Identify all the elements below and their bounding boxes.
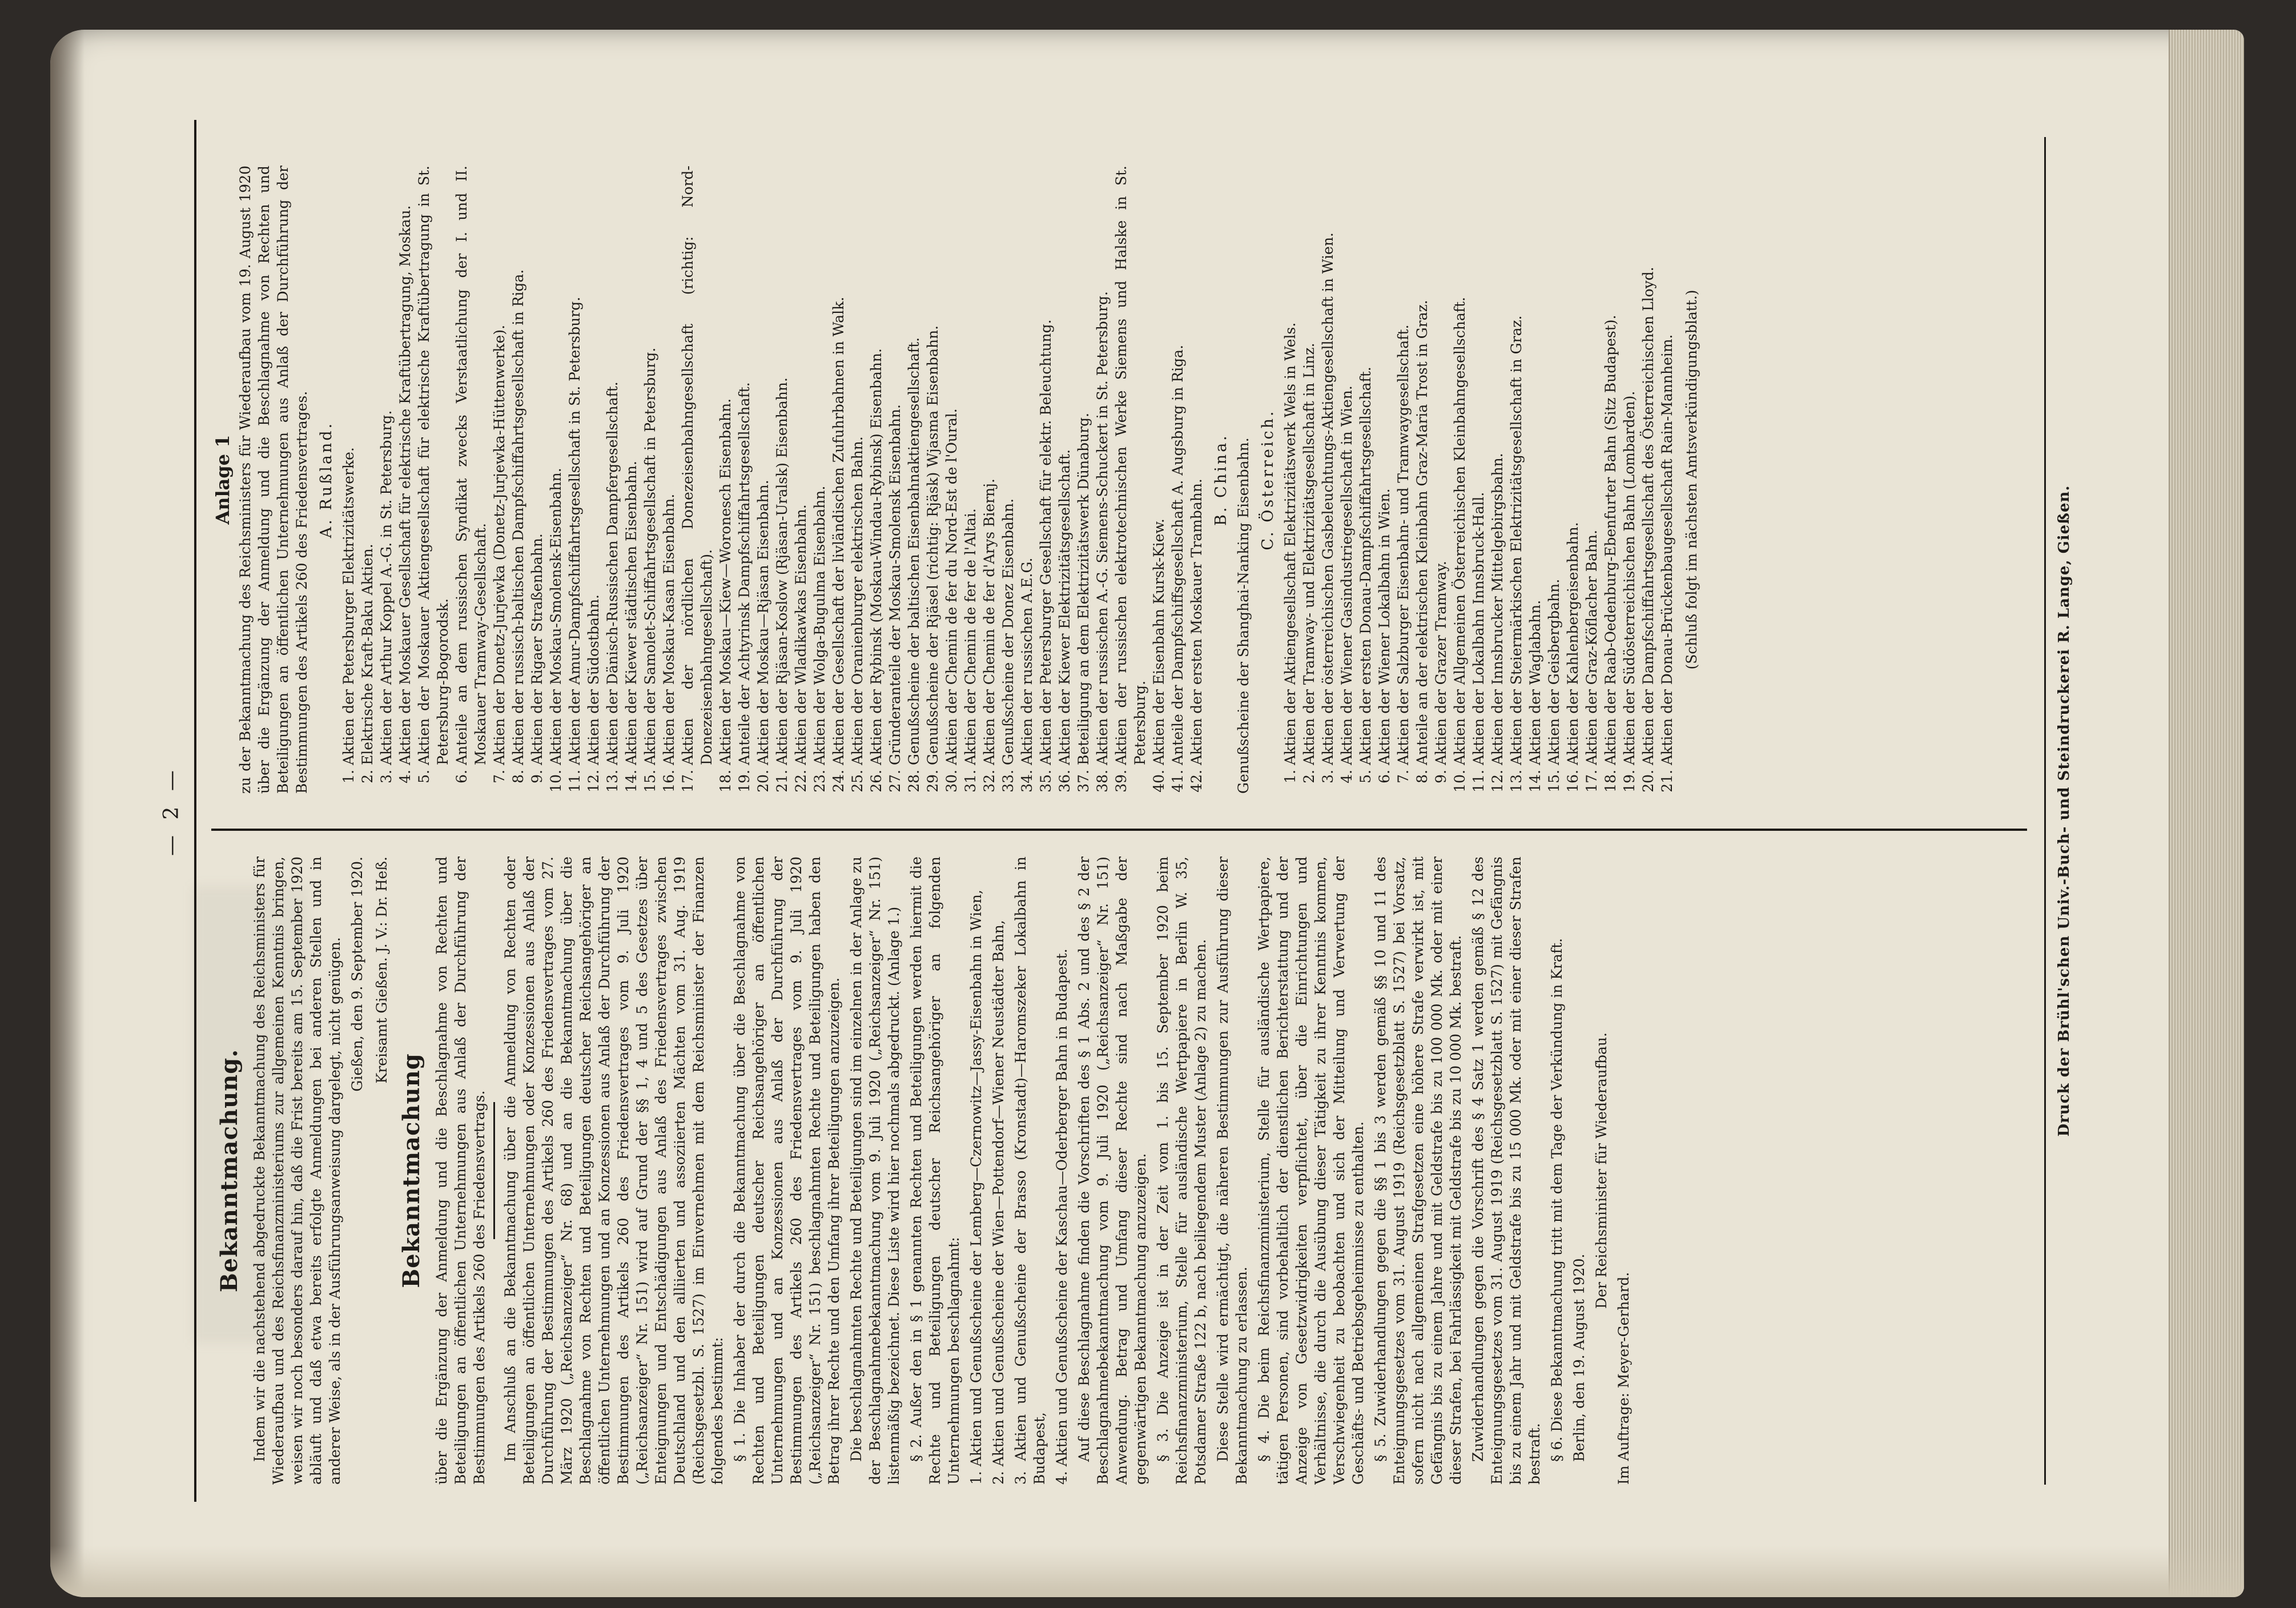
company-list-item: 35. Aktien der Petersburger Gesellschaft für elektr. Beleuchtung. <box>1036 166 1055 765</box>
closing-date: Berlin, den 19. August 1920. <box>1571 1253 1587 1462</box>
book-spine-shadow <box>50 30 85 1597</box>
heading-bekanntmachung-1: Bekanntmachung. <box>216 1048 243 1293</box>
continuation-note: (Schluß folgt im nächsten Amtsverkündigungsblatt.) <box>1683 290 1700 670</box>
company-list-item: 27. Gründeranteile der Moskau-Smolensk Eisenbahn. <box>886 166 904 765</box>
company-list-item: 14. Aktien der Waglabahn. <box>1526 166 1545 765</box>
company-list-item: 4. Aktien der Moskauer Gesellschaft für elektrische Kraftübertragung, Moskau. <box>396 166 415 765</box>
page-stack-edge <box>2169 30 2244 1597</box>
signature-office: Kreisamt Gießen. J. V.: Dr. Heß. <box>373 857 390 1084</box>
company-list-item: 1. Aktien der Aktiengesellschaft Elektrizitätswerk Wels in Wels. <box>1281 166 1300 765</box>
company-list-item: 37. Beteiligung an dem Elektrizitätswerk Dünaburg. <box>1074 166 1093 765</box>
company-list-item: 11. Aktien der Amur-Dampfschiffahrtsgesellschaft in St. Petersburg. <box>565 166 584 765</box>
company-list-item: 18. Aktien der Raab-Oedenburg-Ebenfurter Bahn (Sitz Budapest). <box>1601 166 1620 765</box>
company-list-item: 8. Anteile an der elektrischen Kleinbahn Graz-Maria Trost in Graz. <box>1413 166 1432 765</box>
company-list-item: 9. Aktien der Rigaer Straßenbahn. <box>528 166 546 765</box>
body-paragraph: § 4. Die beim Reichsfinanzministerium, Stelle für ausländische Wertpapiere, tätigen Personen, sind vorbehaltlich der dienstlichen Berichterstattung und der Anzeige von Gesetzwidrigkeiten verpflichtet, über die Einrichtungen und Verhältnisse, die durch die Ausübung dieser Tätigkeit zu ihrer Kenntnis kommen, Verschwiegenheit zu beobachten und sich der Mitteilung und Verwertung der Geschäfts- und Betriebsgeheimnisse zu enthalten. <box>1256 857 1366 1485</box>
company-list-item: 5. Aktien der Moskauer Aktiengesellschaft für elektrische Kraftübertragung in St. Petersburg-Bogorodsk. <box>415 166 452 765</box>
company-list-item: 15. Aktien der Geisbergbahn. <box>1545 166 1563 765</box>
body-paragraph: § 3. Die Anzeige ist in der Zeit vom 1. bis 15. September 1920 beim Reichsfinanzministerium, Stelle für ausländische Wertpapiere in Berlin W. 35, Potsdamer Straße 122 b, nach beiliegendem Muster (Anlage 2) zu machen. <box>1155 857 1209 1485</box>
closing-signature: Im Auftrage: Meyer-Gerhard. <box>1615 1272 1632 1485</box>
company-list-item: 22. Aktien der Wladikawkas Eisenbahn. <box>791 166 810 765</box>
china-note: Genußscheine der Shanghai-Nanking Eisenbahn. <box>1235 437 1252 794</box>
company-list-item: 2. Aktien der Tramway- und Elektrizitätsgesellschaft in Linz. <box>1300 166 1318 765</box>
section-title-china: B. China. <box>1212 433 1230 526</box>
heading-bekanntmachung-2: Bekanntmachung <box>398 1053 425 1288</box>
company-list-item: 3. Aktien der Arthur Koppel A.-G. in St. Petersburg. <box>377 166 396 765</box>
company-list-item: 8. Aktien der russisch-baltischen Dampfschiffahrtsgesellschaft in Riga. <box>509 166 528 765</box>
anlage-intro: zu der Bekanntmachung des Reichsministers für Wiederaufbau vom 19. August 1920 über die Ergänzung der Anmeldung und die Beschlagnahme von Rechten und Beteiligungen an öffentlichen Unternehmungen aus Anlaß der Durchführung der Bestimmungen des Artikels 260 des Friedensvertrages. <box>237 166 310 794</box>
column-divider <box>211 829 2027 831</box>
company-list-item: 17. Aktien der Graz-Köflacher Bahn. <box>1582 166 1601 765</box>
intro-paragraph: Indem wir die nachstehend abgedruckte Bekanntmachung des Reichsministers für Wiederaufbau und des Reichsfinanzministeriums zur allgemeinen Kenntnis bringen, weisen wir noch besonders darauf hin, daß die Frist bereits am 15. September 1920 abläuft und daß etwa bereits erfolgte Anmeldungen bei anderen Stellen und in anderer Weise, als in der Ausführungsanweisung dargelegt, nicht genügen. <box>251 857 343 1485</box>
company-list-russland <box>339 166 1206 794</box>
company-list-item: 36. Aktien der Kiewer Elektrizitätsgesellschaft. <box>1055 166 1074 765</box>
company-list-item: 31. Aktien der Chemin de fer de l'Altai. <box>961 166 980 765</box>
company-list-item: 24. Aktien der Gesellschaft der livländischen Zufuhrbahnen in Walk. <box>829 166 848 765</box>
company-list-item: 33. Genußscheine der Donez Eisenbahn. <box>999 166 1018 765</box>
company-list-item: 5. Aktien der ersten Donau-Dampfschiffahrtsgesellschaft. <box>1356 166 1375 765</box>
company-list-item: 19. Aktien der Südösterreichischen Bahn (Lombarden). <box>1620 166 1639 765</box>
company-list-item: 12. Aktien der Südostbahn. <box>584 166 603 765</box>
footer-rule <box>2044 137 2046 1485</box>
company-list-item: 39. Aktien der russischen elektrotechnischen Werke Siemens und Halske in St. Petersburg. <box>1112 166 1149 765</box>
company-list-item: 10. Aktien der Allgemeinen Österreichischen Kleinbahngesellschaft. <box>1450 166 1469 765</box>
company-list-oesterreich <box>1281 166 1676 794</box>
subtitle-paragraph: über die Ergänzung der Anmeldung und die Beschlagnahme von Rechten und Beteiligungen an öffentlichen Unternehmungen aus Anlaß der Durchführung der Bestimmungen des Artikels 260 des Friedensvertrags. <box>433 857 488 1485</box>
section-title-oesterreich: C. Österreich. <box>1259 409 1277 550</box>
company-list-item: 21. Aktien der Rjäsan-Koslow (Rjäsan-Uralsk) Eisenbahn. <box>773 166 791 765</box>
company-list-item: 11. Aktien der Lokalbahn Innsbruck-Hall. <box>1469 166 1488 765</box>
company-list-item: 1. Aktien der Petersburger Elektrizitätswerke. <box>339 166 358 765</box>
numbered-item: 4. Aktien und Genußscheine der Kaschau—Oderberger Bahn in Budapest. <box>1053 948 1070 1485</box>
body-paragraph: § 2. Außer den in § 1 genannten Rechten und Beteiligungen werden hiermit die Rechte und Beteiligungen deutscher Reichsangehöriger an folgenden Unternehmungen beschlagnahmt: <box>908 857 962 1485</box>
company-list-item: 32. Aktien der Chemin de fer d'Arys Biernj. <box>980 166 999 765</box>
company-list-item: 29. Genußscheine der Rjäsel (richtig: Rjäsk) Wjasma Eisenbahn. <box>923 166 942 765</box>
company-list-item: 16. Aktien der Moskau-Kasan Eisenbahn. <box>660 166 678 765</box>
company-list-item: 16. Aktien der Kahlenbergeisenbahn. <box>1563 166 1582 765</box>
top-rule <box>194 120 196 1502</box>
company-list-item: 38. Aktien der russischen A.-G. Siemens-Schuckert in St. Petersburg. <box>1093 166 1112 765</box>
page-bottom-shadow <box>50 1546 2244 1597</box>
body-paragraph: Diese Stelle wird ermächtigt, die näheren Bestimmungen zur Ausführung dieser Bekanntmachung zu erlassen. <box>1215 857 1250 1485</box>
company-list-item: 2. Elektrische Kraft-Baku Aktien. <box>358 166 377 765</box>
numbered-item: 3. Aktien und Genußscheine der Brasso (Kronstadt)—Haromszeker Lokalbahn in Budapest, <box>1012 857 1048 1485</box>
company-list-item: 25. Aktien der Oranienburger elektrischen Bahn. <box>848 166 867 765</box>
company-list-item: 13. Aktien der Dänisch-Russischen Dampfergesellschaft. <box>603 166 622 765</box>
numbered-item: 2. Aktien und Genußscheine der Wien—Pottendorf—Wiener Neustädter Bahn, <box>990 920 1007 1485</box>
company-list-item: 3. Aktien der österreichischen Gasbeleuchtungs-Aktiengesellschaft in Wien. <box>1318 166 1337 765</box>
body-paragraph: Zuwiderhandlungen gegen die Vorschrift des § 4 Satz 1 werden gemäß § 12 des Enteignungsgesetzes vom 31. August 1919 (Reichsgesetzblatt S. 1527) mit Gefängnis bis zu einem Jahr und mit Geldstrafe bis zu 15 000 Mk. oder mit einer dieser Strafen bestraft. <box>1470 857 1543 1485</box>
company-list-item: 26. Aktien der Rybinsk (Moskau-Windau-Rybinsk) Eisenbahn. <box>867 166 886 765</box>
rotated-text-plate <box>143 69 2141 1553</box>
section-title-russland: A. Rußland. <box>317 421 335 538</box>
right-column <box>211 166 2027 794</box>
company-list-item: 17. Aktien der nördlichen Donezeisenbahngesellschaft (richtig: Nord-Donezeisenbahngesellschaft). <box>678 166 716 765</box>
company-list-item: 4. Aktien der Wiener Gasindustriegesellschaft in Wien. <box>1337 166 1356 765</box>
signature-date: Gießen, den 9. September 1920. <box>349 857 365 1092</box>
company-list-item: 6. Aktien der Wiener Lokalbahn in Wien. <box>1375 166 1394 765</box>
company-list-item: 42. Aktien der ersten Moskauer Trambahn. <box>1187 166 1206 765</box>
company-list-item: 20. Aktien der Dampfschiffahrtsgesellschaft des Österreichischen Lloyd. <box>1639 166 1658 765</box>
left-column <box>211 857 2027 1485</box>
heading-anlage: Anlage 1 <box>212 435 234 525</box>
company-list-item: 10. Aktien der Moskau-Smolensk-Eisenbahn. <box>546 166 565 765</box>
company-list-item: 7. Aktien der Salzburger Eisenbahn- und Tramwaygesellschaft. <box>1394 166 1413 765</box>
company-list-item: 13. Aktien der Steiermärkischen Elektrizitätsgesellschaft in Graz. <box>1507 166 1526 765</box>
company-list-item: 9. Aktien der Grazer Tramway. <box>1432 166 1450 765</box>
company-list-item: 30. Aktien der Chemin de fer du Nord-Est de l'Oural. <box>942 166 961 765</box>
company-list-item: 7. Aktien der Donetz-Jurjewka (Donetz-Jurjewka-Hüttenwerke). <box>490 166 509 765</box>
section-divider <box>493 1102 495 1239</box>
page-number: — 2 — <box>160 766 183 856</box>
body-paragraph: § 1. Die Inhaber der durch die Bekanntmachung über die Beschlagnahme von Rechten und Beteiligungen deutscher Reichsangehöriger an öffentlichen Unternehmungen und an Konzessionen aus Anlaß der Durchführung der Bestimmungen des Artikels 260 des Friedensvertrages vom 9. Juli 1920 („Reichsanzeiger“ Nr. 151) beschlagnahmten Rechte und Beteiligungen haben den Betrag ihrer Rechte und den Umfang ihrer Beteiligungen anzuzeigen. <box>731 857 842 1485</box>
company-list-item: 41. Anteile der Dampfschiffsgesellschaft A. Augsburg in Riga. <box>1168 166 1187 765</box>
closing-minister: Der Reichsminister für Wiederaufbau. <box>1593 1032 1610 1309</box>
company-list-item: 15. Aktien der Samolet-Schiffahrtsgesellschaft in Petersburg. <box>641 166 660 765</box>
company-list-item: 34. Aktien der russischen A.E.G. <box>1018 166 1036 765</box>
company-list-item: 28. Genußscheine der baltischen Eisenbahnaktiengesellschaft. <box>904 166 923 765</box>
body-paragraph: Im Anschluß an die Bekanntmachung über die Anmeldung von Rechten oder Beteiligungen an öffentlichen Unternehmungen oder Konzessionen aus Anlaß der Durchführung der Bestimmungen des Artikels 260 des Friedensvertrages vom 27. März 1920 („Reichsanzeiger“ Nr. 68) und an die Bekanntmachung über die Beschlagnahme von Rechten und Beteiligungen deutscher Reichsangehöriger an öffentlichen Unternehmungen und an Konzessionen aus Anlaß der Durchführung der Bestimmungen des Artikels 260 des Friedensvertrages vom 9. Juli 1920 („Reichsanzeiger“ Nr. 151) wird auf Grund der §§ 1, 4 und 5 des Gesetzes über Enteignungen und Entschädigungen aus Anlaß des Friedensvertrages zwischen Deutschland und den alliierten und assoziierten Mächten vom 31. Aug. 1919 (Reichsgesetzbl. S. 1527) im Einvernehmen mit dem Reichsminister der Finanzen folgendes bestimmt: <box>502 857 726 1485</box>
company-list-item: 18. Aktien der Moskau—Kiew—Woronesch Eisenbahn. <box>716 166 735 765</box>
body-paragraph: Auf diese Beschlagnahme finden die Vorschriften des § 1 Abs. 2 und des § 2 der Beschlagnahmebekanntmachung vom 9. Juli 1920 („Reichsanzeiger“ Nr. 151) Anwendung. Betrag und Umfang dieser Rechte sind nach Maßgabe der gegenwärtigen Bekanntmachung anzuzeigen. <box>1076 857 1149 1485</box>
company-list-item: 6. Anteile an dem russischen Syndikat zwecks Verstaatlichung der I. und II. Moskauer Tramway-Gesellschaft. <box>452 166 490 765</box>
body-paragraph: § 6. Diese Bekanntmachung tritt mit dem Tage der Verkündung in Kraft. <box>1549 938 1565 1462</box>
company-list-item: 12. Aktien der Innsbrucker Mittelgebirgsbahn. <box>1488 166 1507 765</box>
company-list-item: 19. Anteile der Achtyrinsk Dampfschiffahrtsgesellschaft. <box>735 166 754 765</box>
company-list-item: 20. Aktien der Moskau—Rjäsan Eisenbahn. <box>754 166 773 765</box>
body-paragraph: Die beschlagnahmten Rechte und Beteiligungen sind im einzelnen in der Anlage zu der Beschlagnahmebekanntmachung vom 9. Juli 1920 („Reichsanzeiger“ Nr. 151) listenmäßig bezeichnet. Diese Liste wird hier nochmals abgedruckt. (Anlage 1.) <box>848 857 902 1485</box>
company-list-item: 23. Aktien der Wolga-Bugulma Eisenbahn. <box>810 166 829 765</box>
numbered-item: 1. Aktien und Genußscheine der Lemberg—Czernowitz—Jassy-Eisenbahn in Wien, <box>968 890 984 1485</box>
printer-imprint: Druck der Brühl'schen Univ.-Buch- und Steindruckerei R. Lange, Gießen. <box>2056 485 2073 1137</box>
company-list-item: 21. Aktien der Donau-Brückenbaugesellschaft Rain-Mannheim. <box>1658 166 1676 765</box>
body-paragraph: § 5. Zuwiderhandlungen gegen die §§ 1 bis 3 werden gemäß §§ 10 und 11 des Enteignungsgesetzes vom 31. August 1919 (Reichsgesetzblatt S. 1527) bei Vorsatz, sofern nicht nach allgemeinen Strafgesetzen eine höhere Strafe verwirkt ist, mit Gefängnis bis zu einem Jahre und mit Geldstrafe bis zu 100 000 Mk. oder mit einer dieser Strafen, bei Fahrlässigkeit mit Geldstrafe bis zu 10 000 Mk. bestraft. <box>1372 857 1464 1485</box>
company-list-item: 40. Aktien der Eisenbahn Kursk-Kiew. <box>1149 166 1168 765</box>
company-list-item: 14. Aktien der Kiewer städtischen Eisenbahn. <box>622 166 641 765</box>
